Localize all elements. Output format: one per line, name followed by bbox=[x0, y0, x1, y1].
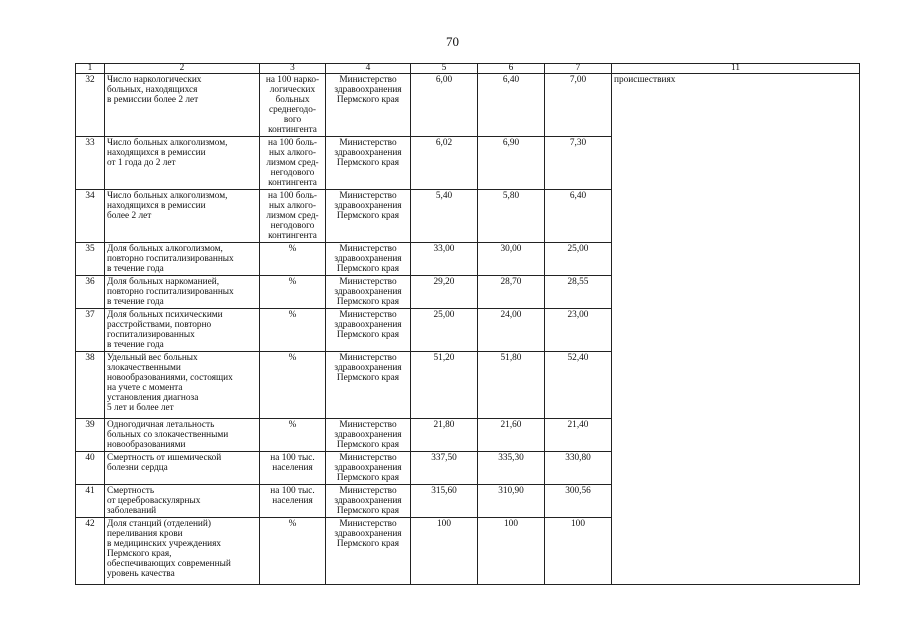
row-number-cell: 41 bbox=[76, 485, 105, 518]
value-col5-cell: 29,20 bbox=[411, 276, 478, 309]
value-col7-cell: 25,00 bbox=[545, 243, 612, 276]
indicator-name-cell: Одногодичная летальность больных со злокачественными новообразованиями bbox=[105, 419, 260, 452]
unit-cell: % bbox=[260, 243, 326, 276]
unit-cell: % bbox=[260, 419, 326, 452]
responsible-org-cell: Министерство здравоохранения Пермского края bbox=[326, 190, 411, 243]
row-number-cell: 33 bbox=[76, 137, 105, 190]
value-col7-cell: 52,40 bbox=[545, 352, 612, 419]
row-number-cell: 34 bbox=[76, 190, 105, 243]
unit-cell: % bbox=[260, 309, 326, 352]
row-number-cell: 39 bbox=[76, 419, 105, 452]
responsible-org-cell: Министерство здравоохранения Пермского края bbox=[326, 74, 411, 137]
table-row bbox=[76, 74, 860, 137]
value-col5-cell: 21,80 bbox=[411, 419, 478, 452]
value-col6-cell: 24,00 bbox=[478, 309, 545, 352]
value-col7-cell: 7,00 bbox=[545, 74, 612, 137]
value-col5-cell: 5,40 bbox=[411, 190, 478, 243]
header-cell: 2 bbox=[105, 64, 260, 74]
responsible-org-cell: Министерство здравоохранения Пермского края bbox=[326, 309, 411, 352]
indicator-name-cell: Доля больных наркоманией, повторно госпитализированных в течение года bbox=[105, 276, 260, 309]
row-number-cell: 32 bbox=[76, 74, 105, 137]
header-cell: 1 bbox=[76, 64, 105, 74]
unit-cell: % bbox=[260, 276, 326, 309]
indicator-name-cell: Число больных алкоголизмом, находящихся в ремиссии более 2 лет bbox=[105, 190, 260, 243]
responsible-org-cell: Министерство здравоохранения Пермского края bbox=[326, 137, 411, 190]
header-cell: 7 bbox=[545, 64, 612, 74]
unit-cell: на 100 боль- ных алкого- лизмом сред- негодового контингента bbox=[260, 137, 326, 190]
indicator-name-cell: Доля больных психическими расстройствами, повторно госпитализированных в течение года bbox=[105, 309, 260, 352]
header-cell: 5 bbox=[411, 64, 478, 74]
indicator-name-cell: Смертность от ишемической болезни сердца bbox=[105, 452, 260, 485]
value-col6-cell: 335,30 bbox=[478, 452, 545, 485]
header-cell: 3 bbox=[260, 64, 326, 74]
value-col6-cell: 100 bbox=[478, 518, 545, 585]
value-col5-cell: 337,50 bbox=[411, 452, 478, 485]
unit-cell: % bbox=[260, 518, 326, 585]
row-number-cell: 37 bbox=[76, 309, 105, 352]
header-cell: 6 bbox=[478, 64, 545, 74]
value-col6-cell: 21,60 bbox=[478, 419, 545, 452]
header-cell: 4 bbox=[326, 64, 411, 74]
indicator-name-cell: Доля станций (отделений) переливания крови в медицинских учреждениях Пермского края, обеспечивающих современный уровень качества bbox=[105, 518, 260, 585]
value-col5-cell: 33,00 bbox=[411, 243, 478, 276]
value-col7-cell: 23,00 bbox=[545, 309, 612, 352]
value-col6-cell: 310,90 bbox=[478, 485, 545, 518]
row-number-cell: 40 bbox=[76, 452, 105, 485]
header-row bbox=[76, 64, 860, 74]
value-col7-cell: 28,55 bbox=[545, 276, 612, 309]
indicator-name-cell: Доля больных алкоголизмом, повторно госпитализированных в течение года bbox=[105, 243, 260, 276]
row-number-cell: 42 bbox=[76, 518, 105, 585]
value-col7-cell: 300,56 bbox=[545, 485, 612, 518]
responsible-org-cell: Министерство здравоохранения Пермского края bbox=[326, 419, 411, 452]
indicator-table bbox=[75, 63, 860, 585]
value-col6-cell: 6,40 bbox=[478, 74, 545, 137]
value-col7-cell: 330,80 bbox=[545, 452, 612, 485]
note-cell: происшествиях bbox=[612, 74, 860, 585]
responsible-org-cell: Министерство здравоохранения Пермского края bbox=[326, 452, 411, 485]
unit-cell: на 100 тыс. населения bbox=[260, 452, 326, 485]
unit-cell: % bbox=[260, 352, 326, 419]
value-col6-cell: 6,90 bbox=[478, 137, 545, 190]
row-number-cell: 36 bbox=[76, 276, 105, 309]
responsible-org-cell: Министерство здравоохранения Пермского края bbox=[326, 518, 411, 585]
value-col7-cell: 6,40 bbox=[545, 190, 612, 243]
responsible-org-cell: Министерство здравоохранения Пермского края bbox=[326, 243, 411, 276]
unit-cell: на 100 нарко- логических больных среднегодо- вого контингента bbox=[260, 74, 326, 137]
value-col5-cell: 25,00 bbox=[411, 309, 478, 352]
value-col7-cell: 100 bbox=[545, 518, 612, 585]
page-number: 70 bbox=[446, 34, 459, 49]
indicator-name-cell: Смертность от цереброваскулярных заболеваний bbox=[105, 485, 260, 518]
indicator-name-cell: Удельный вес больных злокачественными новообразованиями, состоящих на учете с момента установления диагноза 5 лет и более лет bbox=[105, 352, 260, 419]
header-cell: 11 bbox=[612, 64, 860, 74]
value-col6-cell: 5,80 bbox=[478, 190, 545, 243]
indicator-name-cell: Число больных алкоголизмом, находящихся в ремиссии от 1 года до 2 лет bbox=[105, 137, 260, 190]
value-col6-cell: 30,00 bbox=[478, 243, 545, 276]
responsible-org-cell: Министерство здравоохранения Пермского края bbox=[326, 276, 411, 309]
unit-cell: на 100 боль- ных алкого- лизмом сред- негодового контингента bbox=[260, 190, 326, 243]
value-col5-cell: 6,02 bbox=[411, 137, 478, 190]
value-col6-cell: 28,70 bbox=[478, 276, 545, 309]
value-col7-cell: 21,40 bbox=[545, 419, 612, 452]
unit-cell: на 100 тыс. населения bbox=[260, 485, 326, 518]
row-number-cell: 38 bbox=[76, 352, 105, 419]
value-col5-cell: 315,60 bbox=[411, 485, 478, 518]
indicator-name-cell: Число наркологических больных, находящихся в ремиссии более 2 лет bbox=[105, 74, 260, 137]
value-col5-cell: 6,00 bbox=[411, 74, 478, 137]
value-col5-cell: 100 bbox=[411, 518, 478, 585]
value-col6-cell: 51,80 bbox=[478, 352, 545, 419]
row-number-cell: 35 bbox=[76, 243, 105, 276]
value-col7-cell: 7,30 bbox=[545, 137, 612, 190]
responsible-org-cell: Министерство здравоохранения Пермского края bbox=[326, 485, 411, 518]
responsible-org-cell: Министерство здравоохранения Пермского края bbox=[326, 352, 411, 419]
value-col5-cell: 51,20 bbox=[411, 352, 478, 419]
